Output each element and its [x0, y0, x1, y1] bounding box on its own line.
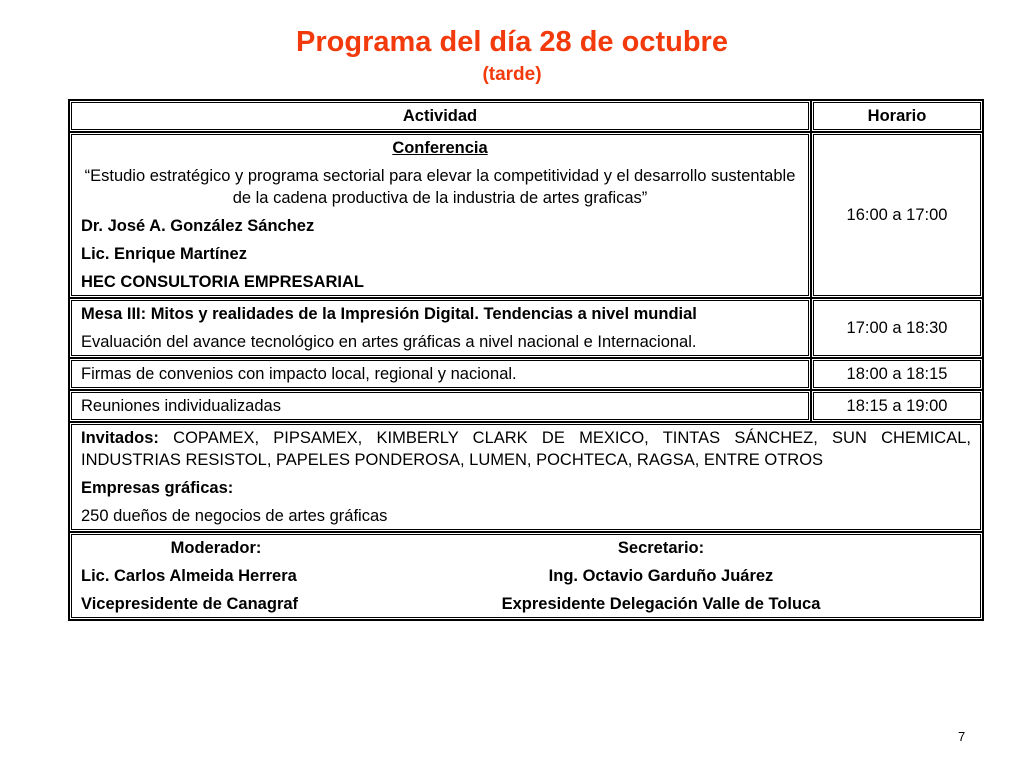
guests-cell: [69, 422, 983, 532]
table-header-row: [69, 100, 983, 132]
table-row: [69, 358, 983, 390]
time-cell: 18:00 a 18:15: [811, 358, 983, 390]
moderator-role: Vicepresidente de Canagraf: [81, 595, 299, 613]
conference-quote: “Estudio estratégico y programa sectorial para elevar la competitividad y el desarrollo sustentable de la cadena productiva de la industria de artes graficas”: [84, 167, 796, 207]
guests-paragraph: [81, 427, 971, 471]
activity-cell: [69, 298, 811, 358]
companies-label: Empresas gráficas:: [81, 479, 234, 497]
page-subtitle: (tarde): [482, 64, 542, 85]
page-title: Programa del día 28 de octubre: [296, 26, 728, 58]
header-activity: Actividad: [69, 100, 811, 132]
program-table: [68, 99, 984, 621]
guests-list: COPAMEX, PIPSAMEX, KIMBERLY CLARK DE MEXICO, TINTAS SÁNCHEZ, SUN CHEMICAL, INDUSTRIAS RESISTOL, PAPELES PONDEROSA, LUMEN, POCHTECA, RAGSA, ENTRE OTROS: [81, 429, 971, 469]
table-row: [69, 422, 983, 532]
table-row: [69, 298, 983, 358]
secretary-name: Ing. Octavio Garduño Juárez: [548, 567, 774, 585]
officers: [81, 537, 971, 615]
table-row: [69, 390, 983, 422]
secretary-label: Secretario:: [617, 539, 705, 557]
guests-label: Invitados:: [81, 429, 159, 447]
page-number: 7: [958, 729, 966, 744]
secretary-role: Expresidente Delegación Valle de Toluca: [501, 595, 821, 613]
moderator-label: Moderador:: [170, 539, 262, 557]
secretary-block: [351, 537, 971, 615]
moderator-block: [81, 537, 351, 615]
activity-cell: Firmas de convenios con impacto local, regional y nacional.: [69, 358, 811, 390]
speaker-2: Lic. Enrique Martínez: [81, 245, 247, 263]
panel-heading: Mesa III: Mitos y realidades de la Impresión Digital. Tendencias a nivel mundial: [81, 305, 697, 323]
time-cell: 18:15 a 19:00: [811, 390, 983, 422]
header-time: Horario: [811, 100, 983, 132]
time-cell: 17:00 a 18:30: [811, 298, 983, 358]
speaker-1: Dr. José A. González Sánchez: [81, 217, 315, 235]
panel-text: Evaluación del avance tecnológico en artes gráficas a nivel nacional e Internacional.: [81, 333, 697, 351]
moderator-name: Lic. Carlos Almeida Herrera: [81, 567, 297, 585]
companies-text: 250 dueños de negocios de artes gráficas: [81, 507, 388, 525]
table-row: [69, 132, 983, 298]
activity-cell: [69, 132, 811, 298]
speaker-company: HEC CONSULTORIA EMPRESARIAL: [81, 273, 364, 291]
activity-cell: Reuniones individualizadas: [69, 390, 811, 422]
officers-cell: [69, 532, 983, 620]
table-row: [69, 532, 983, 620]
conference-heading: Conferencia: [392, 139, 488, 157]
time-cell: 16:00 a 17:00: [811, 132, 983, 298]
